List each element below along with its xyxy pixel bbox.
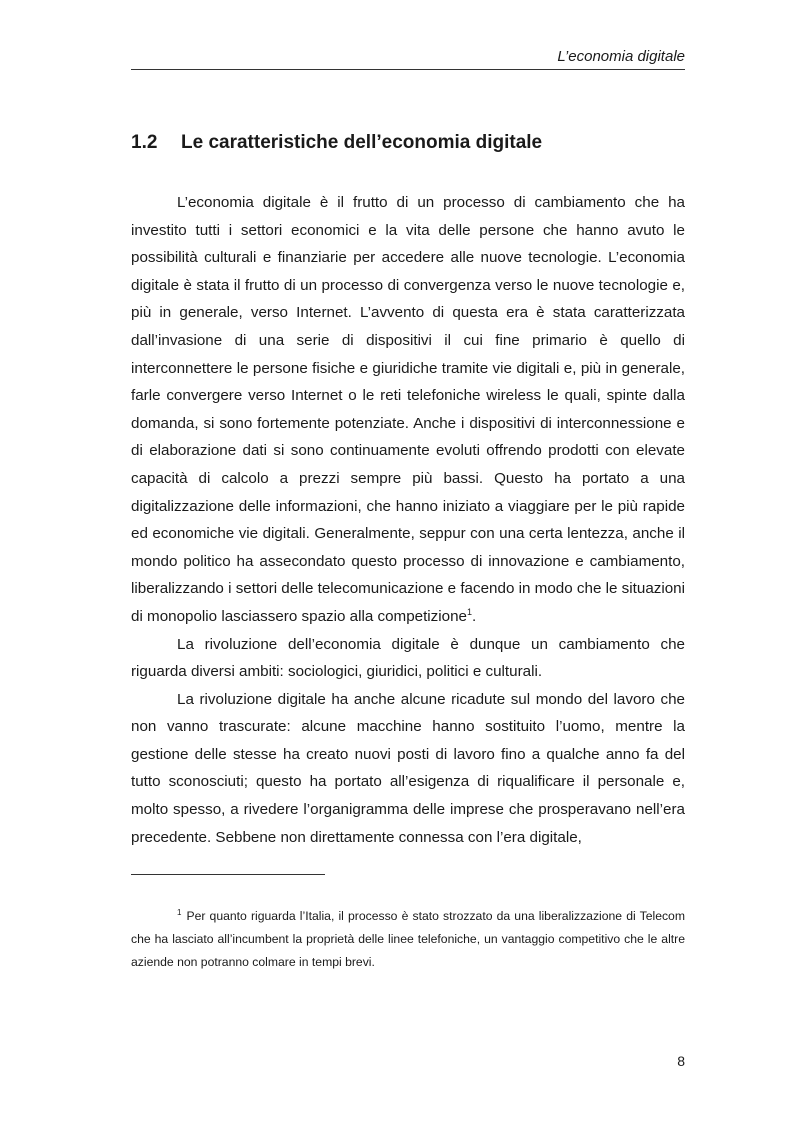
paragraph (131, 686, 685, 852)
paragraph-tail: . (472, 607, 477, 625)
footnote-reference[interactable]: 1 (467, 606, 473, 617)
footnote-rule (131, 874, 325, 875)
running-header: L’economia digitale (557, 48, 685, 65)
body-text (131, 189, 685, 851)
footnote (131, 905, 685, 974)
paragraph (131, 189, 685, 631)
paragraph-text: La rivoluzione digitale ha anche alcune ricadute sul mondo del lavoro che non vanno trascurate: alcune macchine hanno sostituito l’uomo, mentre la gestione delle stesse ha creato nuovi posti di lavoro fino a qualche anno fa del tutto sconosciuti; questo ha portato all’esigenza di riqualificare il personale e, molto spesso, a rivedere l’organigramma delle imprese che prosperavano nell’era precedente. Sebbene non direttamente connessa con l’era digitale, (131, 690, 685, 846)
paragraph (131, 631, 685, 686)
footnote-number: 1 (177, 907, 182, 917)
paragraph-text: L’economia digitale è il frutto di un processo di cambiamento che ha investito tutti i settori economici e la vita delle persone che hanno avuto le possibilità culturali e finanziarie per accedere alle nuove tecnologie. L’economia digitale è stata il frutto di un processo di convergenza verso le nuove tecnologie e, più in generale, verso Internet. L’avvento di questa era è stata caratterizzata dall’invasione di una serie di dispositivi il cui fine primario è quello di interconnettere le persone fisiche e giuridiche tramite vie digitali e, più in generale, farle convergere verso Internet o le reti telefoniche wireless le quali, spinte dalla domanda, si sono fortemente potenziate. Anche i dispositivi di interconnessione e di elaborazione dati si sono continuamente evoluti offrendo prodotti con elevate capacità di calcolo a prezzi sempre più bassi. Questo ha portato a una digitalizzazione delle informazioni, che hanno iniziato a viaggiare per le più rapide ed economiche vie digitali. Generalmente, seppur con una certa lentezza, anche il mondo politico ha assecondato questo processo di innovazione e cambiamento, liberalizzando i settori delle telecomunicazione e facendo in modo che le situazioni di monopolio lasciassero spazio alla competizione (131, 194, 685, 625)
section-number: 1.2 (131, 132, 158, 153)
footnote-text: Per quanto riguarda l’Italia, il processo è stato strozzato da una liberalizzazione di Telecom che ha lasciato all’incumbent la proprietà delle linee telefoniche, un vantaggio competitivo che le altre aziende non potranno colmare in tempi brevi. (131, 909, 685, 969)
paragraph-text: La rivoluzione dell’economia digitale è dunque un cambiamento che riguarda diversi ambiti: sociologici, giuridici, politici e culturali. (131, 635, 685, 681)
section-heading (131, 131, 685, 155)
header-rule (131, 69, 685, 70)
section-title: Le caratteristiche dell’economia digitale (181, 132, 543, 153)
page-number: 8 (677, 1053, 685, 1069)
